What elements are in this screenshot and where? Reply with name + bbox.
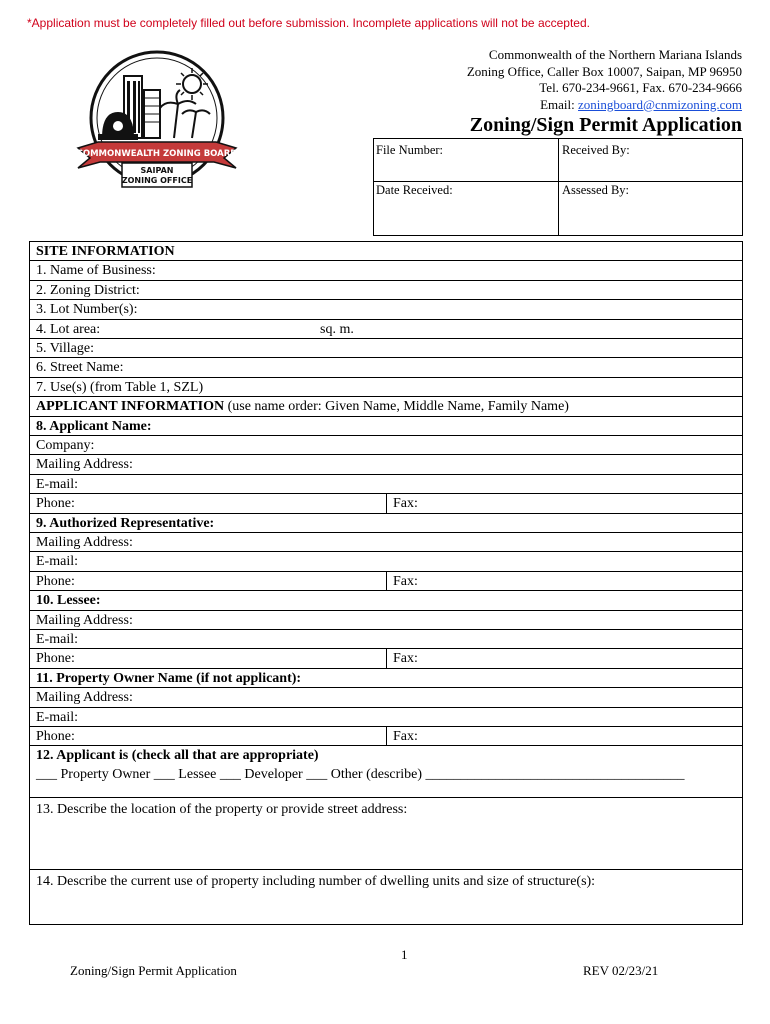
- applicant-role-options[interactable]: ___ Property Owner ___ Lessee ___ Developer ___ Other (describe) _____________________________________: [36, 767, 685, 783]
- email-label: Email:: [540, 96, 575, 112]
- lot-numbers-field[interactable]: 3. Lot Number(s):: [30, 300, 742, 319]
- rep-phone-field[interactable]: Phone:: [36, 573, 75, 589]
- owner-email-field[interactable]: E-mail:: [30, 708, 742, 727]
- footer-revision: REV 02/23/21: [583, 963, 659, 978]
- submission-notice: *Application must be completely filled out before submission. Incomplete applications will not be accepted.: [27, 16, 590, 30]
- application-form: [29, 241, 743, 925]
- applicant-email-field[interactable]: E-mail:: [30, 475, 742, 494]
- applicant-fax-field[interactable]: Fax:: [386, 494, 418, 513]
- current-use-field[interactable]: 14. Describe the current use of property including number of dwelling units and size of structure(s):: [36, 874, 596, 890]
- owner-phone-row: [30, 727, 742, 746]
- lessee-mailing-field[interactable]: Mailing Address:: [30, 611, 742, 630]
- assessed-by-field[interactable]: Assessed By:: [562, 183, 630, 197]
- zoning-board-seal-logo: [74, 46, 240, 196]
- office-address-block: [467, 47, 742, 113]
- lessee-fax-field[interactable]: Fax:: [386, 649, 418, 668]
- business-name-field[interactable]: 1. Name of Business:: [30, 261, 742, 280]
- uses-field[interactable]: 7. Use(s) (from Table 1, SZL): [30, 378, 742, 397]
- village-field[interactable]: 5. Village:: [30, 339, 742, 358]
- applicant-phone-field[interactable]: Phone:: [36, 496, 75, 512]
- applicant-role-section: [30, 746, 742, 798]
- lessee-heading: 10. Lessee:: [30, 591, 742, 610]
- applicant-mailing-field[interactable]: Mailing Address:: [30, 455, 742, 474]
- representative-heading: 9. Authorized Representative:: [30, 514, 742, 533]
- street-name-field[interactable]: 6. Street Name:: [30, 358, 742, 377]
- logo-arc-text: COMMONWEALTH ZONING BOARD: [76, 149, 238, 159]
- zoning-district-field[interactable]: 2. Zoning District:: [30, 281, 742, 300]
- email-link[interactable]: zoningboard@cnmizoning.com: [578, 96, 742, 112]
- lessee-email-field[interactable]: E-mail:: [30, 630, 742, 649]
- date-received-field[interactable]: Date Received:: [376, 183, 453, 197]
- applicant-phone-row: [30, 494, 742, 513]
- page-number: 1: [401, 947, 408, 962]
- rep-email-field[interactable]: E-mail:: [30, 552, 742, 571]
- owner-heading: 11. Property Owner Name (if not applicant):: [30, 669, 742, 688]
- applicant-company-field[interactable]: Company:: [30, 436, 742, 455]
- property-location-field[interactable]: 13. Describe the location of the property or provide street address:: [30, 798, 742, 870]
- footer-form-name: Zoning/Sign Permit Application: [70, 963, 237, 978]
- lot-area-unit: sq. m.: [320, 321, 354, 337]
- lot-area-field[interactable]: 4. Lot area: sq. m.: [30, 320, 742, 339]
- office-phone: Tel. 670-234-9661, Fax. 670-234-9666: [539, 80, 742, 95]
- lessee-phone-row: [30, 649, 742, 668]
- file-number-field[interactable]: File Number:: [376, 143, 444, 157]
- office-email-line: [467, 97, 742, 114]
- received-by-field[interactable]: Received By:: [562, 143, 630, 157]
- page-title: Zoning/Sign Permit Application: [469, 114, 742, 136]
- logo-line2: ZONING OFFICE: [121, 176, 193, 185]
- office-use-box: [373, 138, 743, 236]
- applicant-name-field[interactable]: 8. Applicant Name:: [30, 417, 742, 436]
- rep-fax-field[interactable]: Fax:: [386, 572, 418, 591]
- applicant-info-heading: APPLICANT INFORMATION (use name order: Given Name, Middle Name, Family Name): [30, 397, 742, 416]
- applicant-role-heading: 12. Applicant is (check all that are appropriate): [36, 748, 319, 764]
- office-address: Zoning Office, Caller Box 10007, Saipan, MP 96950: [466, 63, 742, 79]
- rep-phone-row: [30, 572, 742, 591]
- owner-phone-field[interactable]: Phone:: [36, 729, 75, 744]
- lessee-phone-field[interactable]: Phone:: [36, 651, 75, 667]
- owner-mailing-field[interactable]: Mailing Address:: [30, 688, 742, 707]
- site-info-heading: SITE INFORMATION: [30, 242, 742, 261]
- rep-mailing-field[interactable]: Mailing Address:: [30, 533, 742, 552]
- owner-fax-field[interactable]: Fax:: [386, 727, 418, 746]
- org-name: Commonwealth of the Northern Mariana Islands: [488, 47, 742, 62]
- logo-line1: SAIPAN: [140, 166, 174, 175]
